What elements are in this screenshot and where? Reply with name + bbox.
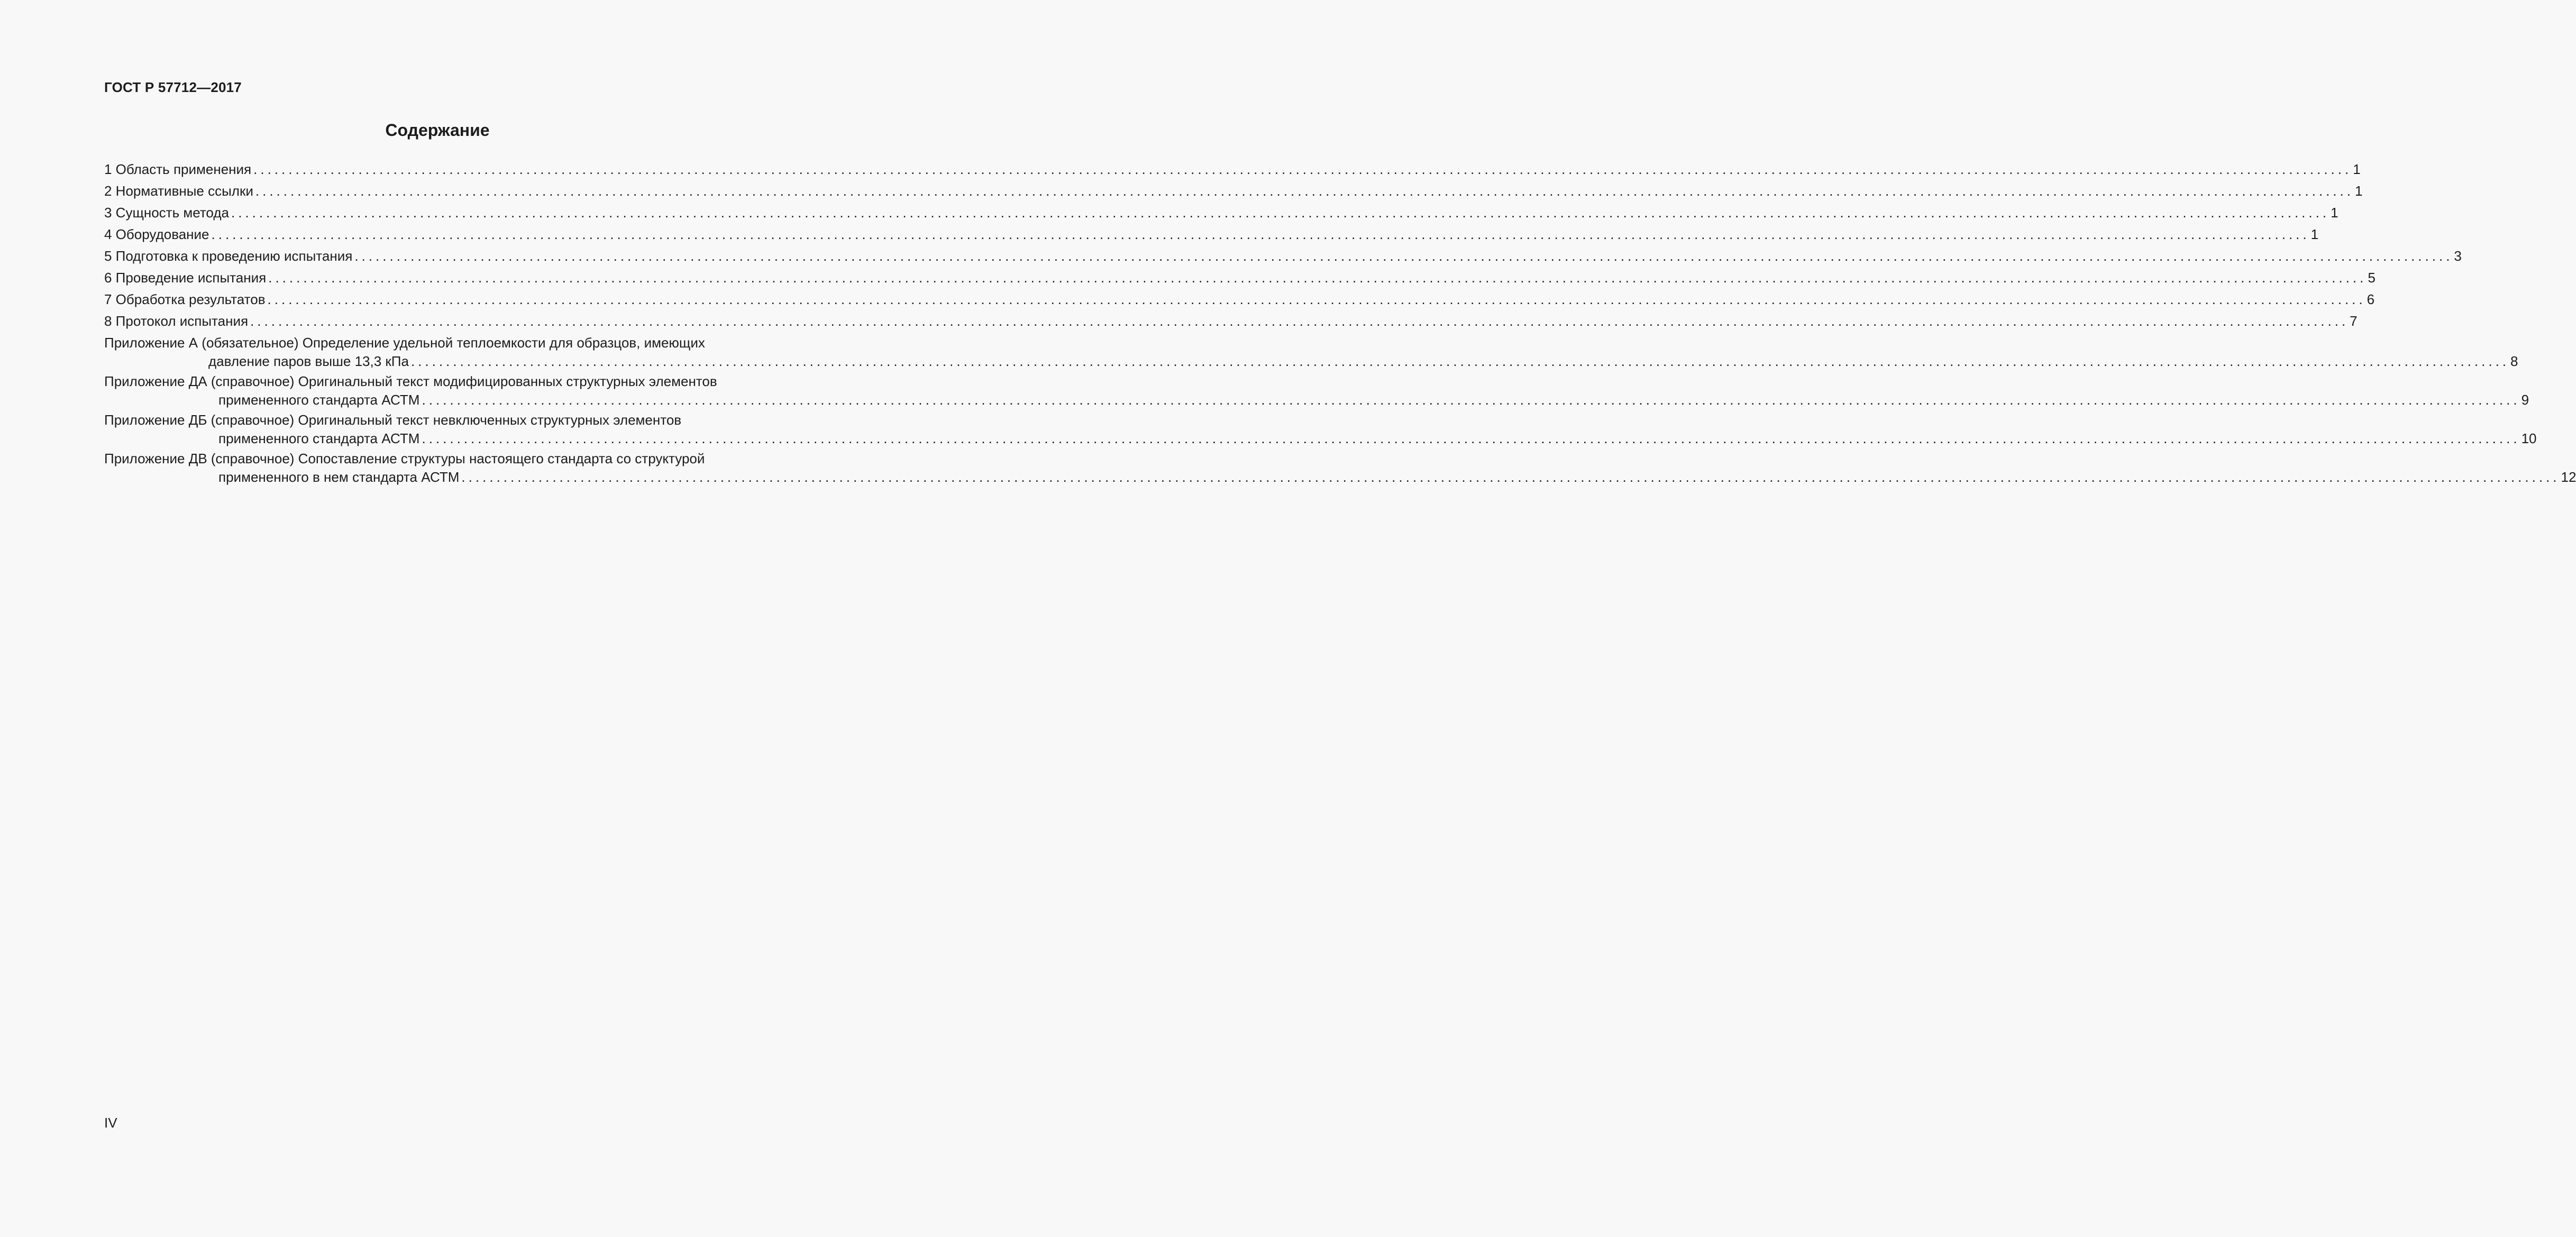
toc-appendix-continuation: примененного стандарта АСТМ	[218, 392, 420, 408]
standard-code-header: ГОСТ Р 57712—2017	[104, 79, 242, 95]
toc-entry-page: 5	[2368, 270, 2376, 286]
toc-appendix-entry[interactable]	[104, 334, 2518, 371]
toc-entry-title: 3 Сущность метода	[104, 205, 229, 221]
toc-entry-title: 2 Нормативные ссылки	[104, 183, 253, 199]
toc-entry-title: 7 Обработка результатов	[104, 291, 266, 307]
toc-entry-title: 4 Оборудование	[104, 226, 209, 242]
dot-leader: ............................................................................................................................................................................................................................................................................................................	[255, 183, 2354, 199]
toc-appendix-title: Приложение ДА (справочное) Оригинальный текст модифицированных структурных элементов	[104, 373, 717, 389]
toc-appendix-entry[interactable]	[104, 372, 2529, 409]
toc-entry-page: 3	[2454, 248, 2462, 264]
dot-leader: ............................................................................................................................................................................................................................................................................................................	[354, 248, 2453, 264]
toc-entry-page: 10	[2521, 430, 2537, 446]
toc-entry-page: 8	[2510, 353, 2518, 369]
table-of-contents	[104, 159, 2576, 487]
toc-entry-page: 12	[2561, 469, 2576, 485]
dot-leader: ............................................................................................................................................................................................................................................................................................................	[211, 226, 2310, 242]
toc-appendix-title: Приложение ДБ (справочное) Оригинальный текст невключенных структурных элементов	[104, 412, 682, 428]
toc-entry[interactable]	[104, 310, 2358, 332]
toc-entry-page: 1	[2354, 183, 2363, 199]
toc-entry[interactable]	[104, 159, 2361, 180]
dot-leader: ............................................................................................................................................................................................................................................................................................................	[422, 430, 2520, 446]
toc-entry-page: 6	[2367, 291, 2375, 307]
toc-entry[interactable]	[104, 180, 2363, 202]
toc-appendix-title: Приложение А (обязательное) Определение удельной теплоемкости для образцов, имеющих	[104, 335, 705, 351]
toc-appendix-continuation: примененного в нем стандарта АСТМ	[218, 469, 460, 485]
page-number: IV	[104, 1115, 117, 1131]
toc-entry-page: 1	[2310, 226, 2319, 242]
dot-leader: ............................................................................................................................................................................................................................................................................................................	[461, 469, 2560, 485]
dot-leader: ............................................................................................................................................................................................................................................................................................................	[231, 205, 2330, 221]
toc-appendix-title: Приложение ДВ (справочное) Сопоставление структуры настоящего стандарта со структурой	[104, 451, 705, 466]
toc-appendix-entry[interactable]	[104, 450, 2576, 487]
dot-leader: ............................................................................................................................................................................................................................................................................................................	[268, 270, 2367, 286]
toc-entry-page: 1	[2353, 161, 2361, 177]
toc-entry-title: 5 Подготовка к проведению испытания	[104, 248, 353, 264]
dot-leader: ............................................................................................................................................................................................................................................................................................................	[422, 392, 2520, 408]
toc-entry[interactable]	[104, 245, 2462, 267]
toc-entry-title: 1 Область применения	[104, 161, 252, 177]
toc-title: Содержание	[385, 121, 490, 140]
toc-entry[interactable]	[104, 224, 2319, 245]
dot-leader: ............................................................................................................................................................................................................................................................................................................	[267, 291, 2366, 307]
toc-appendix-continuation: давление паров выше 13,3 кПа	[208, 353, 409, 369]
dot-leader: ............................................................................................................................................................................................................................................................................................................	[250, 313, 2349, 329]
toc-entry[interactable]	[104, 202, 2339, 224]
toc-entry[interactable]	[104, 289, 2375, 310]
toc-entry[interactable]	[104, 267, 2376, 289]
toc-entry-page: 7	[2350, 313, 2358, 329]
toc-entry-page: 9	[2521, 392, 2529, 408]
toc-appendix-entry[interactable]	[104, 411, 2537, 448]
toc-entry-title: 8 Протокол испытания	[104, 313, 249, 329]
toc-appendix-continuation: примененного стандарта АСТМ	[218, 430, 420, 446]
toc-entry-title: 6 Проведение испытания	[104, 270, 267, 286]
toc-entry-page: 1	[2331, 205, 2339, 221]
dot-leader: ............................................................................................................................................................................................................................................................................................................	[410, 353, 2510, 369]
dot-leader: ............................................................................................................................................................................................................................................................................................................	[253, 161, 2352, 177]
